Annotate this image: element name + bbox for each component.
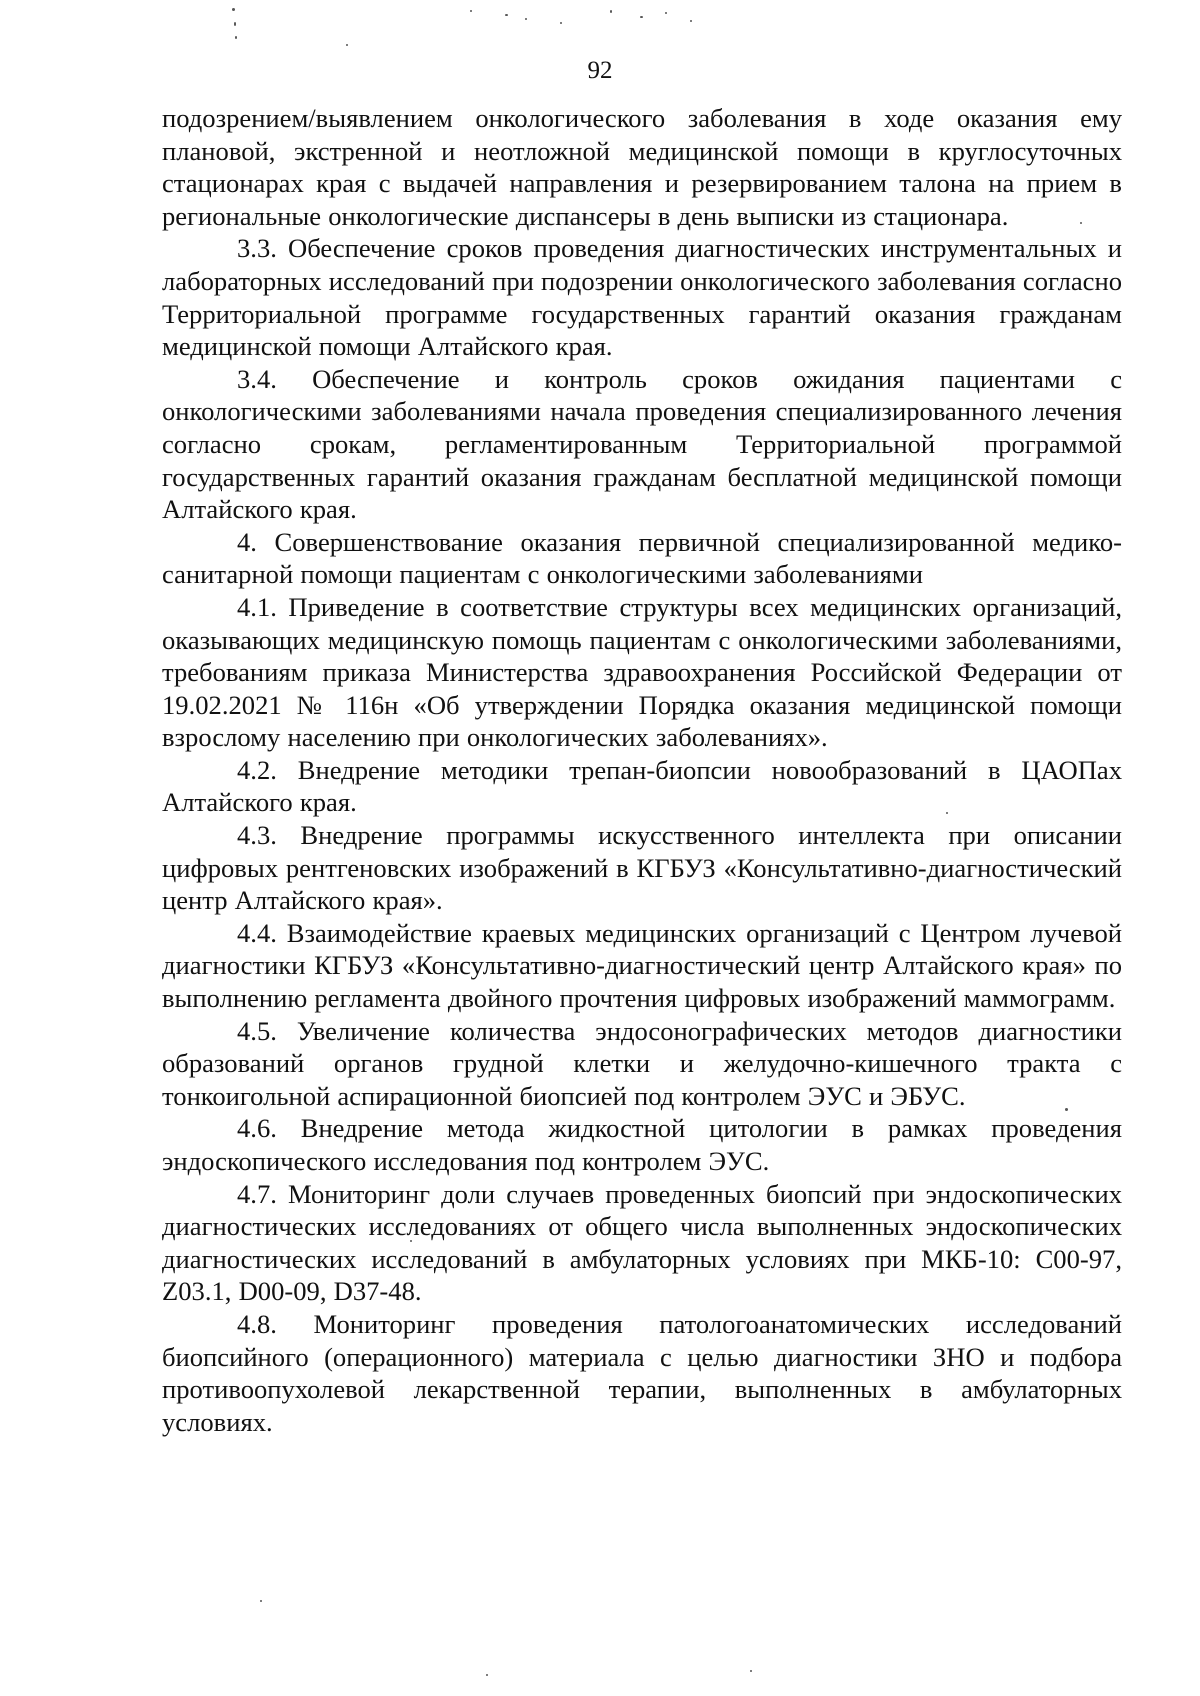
paragraph-4-8: 4.8. Мониторинг проведения патологоанатомических исследований биопсийного (операционного) материала с целью диагностики ЗНО и подбора противоопухолевой лекарственной терапии, выполненных в амбулаторных условиях. xyxy=(162,1308,1122,1437)
paragraph-4-1: 4.1. Приведение в соответствие структуры всех медицинских организаций, оказывающих медицинскую помощь пациентам с онкологическими заболеваниями, требованиям приказа Министерства здравоохранения Российской Федерации от 19.02.2021 № 116н «Об утверждении Порядка оказания медицинской помощи взрослому населению при онкологических заболеваниях». xyxy=(162,591,1122,753)
paragraph-4-7: 4.7. Мониторинг доли случаев проведенных биопсий при эндоскопических диагностических исследованиях от общего числа выполненных эндоскопических диагностических исследований в амбулаторных условиях при МКБ-10: С00-97, Z03.1, D00-09, D37-48. xyxy=(162,1178,1122,1307)
paragraph-3-3: 3.3. Обеспечение сроков проведения диагностических инструментальных и лабораторных исследований при подозрении онкологического заболевания согласно Территориальной программе государственных гарантий оказания гражданам медицинской помощи Алтайского края. xyxy=(162,233,1122,362)
paragraph-4-6: 4.6. Внедрение метода жидкостной цитологии в рамках проведения эндоскопического исследования под контролем ЭУС. xyxy=(162,1113,1122,1176)
page-number: 92 xyxy=(587,57,613,84)
paragraph-4-3: 4.3. Внедрение программы искусственного интеллекта при описании цифровых рентгеновских изображений в КГБУЗ «Консультативно-диагностический центр Алтайского края». xyxy=(162,820,1122,916)
section-heading-4: 4. Совершенствование оказания первичной специализированной медико-санитарной помощи пациентам с онкологическими заболеваниями xyxy=(162,526,1122,590)
paragraph-4-5: 4.5. Увеличение количества эндосонографических методов диагностики образований органов грудной клетки и желудочно-кишечного тракта с тонкоигольной аспирационной биопсией под контролем ЭУС и ЭБУС. xyxy=(162,1015,1122,1111)
paragraph-4-2: 4.2. Внедрение методики трепан-биопсии новообразований в ЦАОПах Алтайского края. xyxy=(162,754,1122,818)
paragraph-4-4: 4.4. Взаимодействие краевых медицинских организаций с Центром лучевой диагностики КГБУЗ «Консультативно-диагностический центр Алтайского края» по выполнению регламента двойного прочтения цифровых изображений маммограмм. xyxy=(162,917,1122,1014)
document-body xyxy=(162,102,1122,1438)
paragraph-3-4: 3.4. Обеспечение и контроль сроков ожидания пациентами с онкологическими заболеваниями начала проведения специализированного лечения согласно срокам, регламентированным Территориальной программой государственных гарантий оказания гражданам бесплатной медицинской помощи Алтайского края. xyxy=(162,363,1122,525)
paragraph-continuation: подозрением/выявлением онкологического заболевания в ходе оказания ему плановой, экстренной и неотложной медицинской помощи в круглосуточных стационарах края с выдачей направления и резервированием талона на прием в региональные онкологические диспансеры в день выписки из стационара. xyxy=(162,103,1122,231)
